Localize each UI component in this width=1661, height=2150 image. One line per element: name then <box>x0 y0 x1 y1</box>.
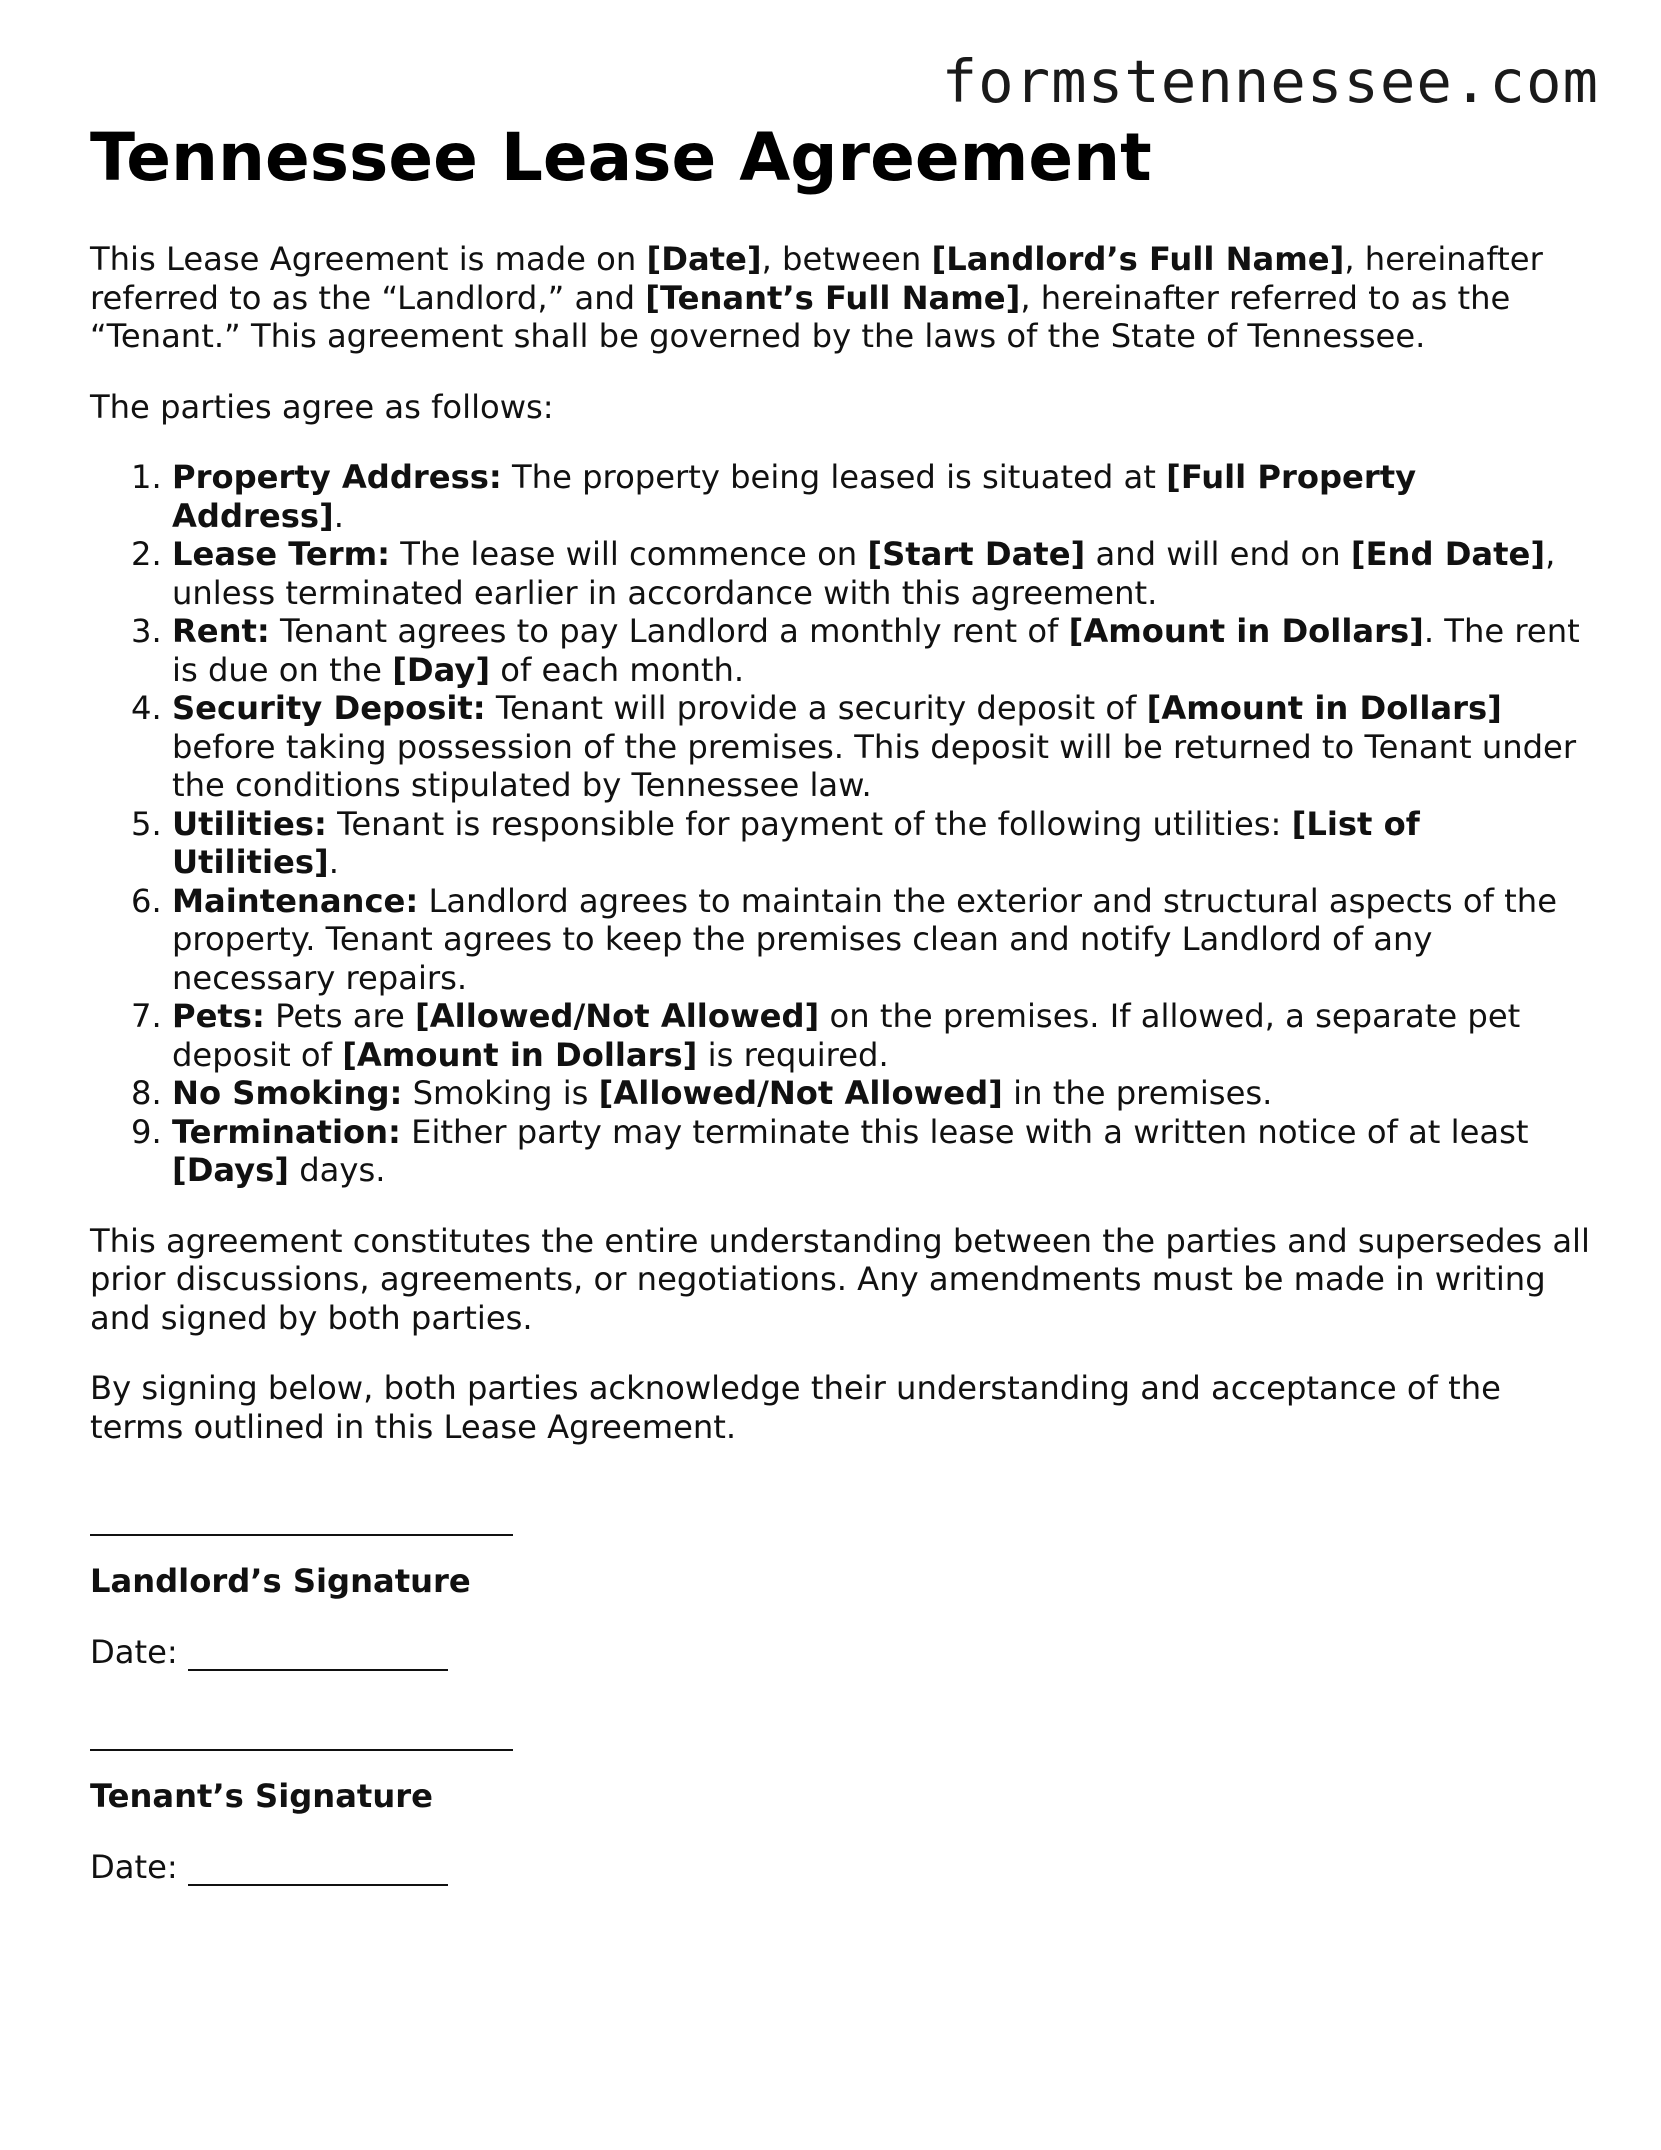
clause-text: Tenant is responsible for payment of the following utilities: <box>326 804 1292 843</box>
acknowledgement-paragraph: By signing below, both parties acknowledge their understanding and acceptance of the terms outlined in this Lease Agreement. <box>90 1369 1501 1446</box>
clause-text: The lease will commence on <box>390 535 868 573</box>
landlord-signature-block <box>90 1506 1590 1671</box>
landlord-signature-line[interactable] <box>90 1506 513 1536</box>
clause-lease-term <box>172 535 1590 612</box>
clause-heading: Security Deposit: <box>172 689 486 727</box>
clause-text: Tenant will provide a security deposit of <box>485 689 1147 727</box>
intro-text: , hereinafter referred to as the “Landlord,” and <box>90 240 1543 317</box>
clause-text: before taking possession of the premises. This deposit will be returned to Tenant under the conditions stipulated by Tennessee law. <box>172 727 1577 804</box>
clause-heading: Termination: <box>172 1112 401 1151</box>
clause-rent <box>172 612 1590 689</box>
pet-deposit-field: [Amount in Dollars] <box>342 1035 698 1074</box>
clause-utilities <box>172 805 1590 882</box>
tenant-signature-block <box>90 1721 1590 1886</box>
deposit-amount-field: [Amount in Dollars] <box>1146 689 1502 727</box>
date-label: Date: <box>90 1847 178 1886</box>
clause-no-smoking <box>172 1074 1590 1113</box>
end-date-field: [End Date] <box>1350 535 1546 573</box>
landlord-name-field: [Landlord’s Full Name] <box>931 240 1345 278</box>
clause-security-deposit <box>172 689 1590 805</box>
intro-paragraph <box>90 240 1590 356</box>
clause-text: of each month. <box>490 650 745 689</box>
notice-days-field: [Days] <box>172 1151 290 1189</box>
clause-text: in the premises. <box>1002 1074 1273 1112</box>
tenant-date-line[interactable] <box>188 1854 448 1886</box>
document-title: Tennessee Lease Agreement <box>90 119 1152 196</box>
tenant-name-field: [Tenant’s Full Name] <box>645 278 1021 317</box>
agree-text: The parties agree as follows: <box>90 387 554 426</box>
clause-heading: Pets: <box>172 997 265 1035</box>
start-date-field: [Start Date] <box>867 535 1086 573</box>
tenant-signature-line[interactable] <box>90 1721 513 1751</box>
landlord-date-line[interactable] <box>188 1639 448 1671</box>
landlord-signature-label: Landlord’s Signature <box>90 1562 471 1600</box>
clause-list <box>90 458 1590 1190</box>
intro-text: , between <box>761 240 932 278</box>
clause-text: Pets are <box>264 997 416 1035</box>
rent-amount-field: [Amount in Dollars] <box>1068 612 1424 650</box>
intro-text: , hereinafter referred to as the “Tenant.” This agreement shall be governed by the laws of the State of Tennessee. <box>90 278 1511 355</box>
clause-heading: Property Address: <box>172 458 502 496</box>
clause-text: . <box>328 843 339 881</box>
clause-text: days. <box>289 1151 386 1189</box>
clause-text: Tenant agrees to pay Landlord a monthly rent of <box>269 612 1069 650</box>
landlord-date-row <box>90 1633 1590 1672</box>
property-address-field: [Full Property Address] <box>172 458 1417 535</box>
clause-maintenance <box>172 882 1590 998</box>
clause-heading: No Smoking: <box>172 1074 403 1112</box>
clause-property-address <box>172 458 1590 535</box>
tenant-date-row <box>90 1848 1590 1887</box>
rent-day-field: [Day] <box>392 650 491 689</box>
pets-allowed-field: [Allowed/Not Allowed] <box>415 997 820 1035</box>
clause-heading: Utilities: <box>172 804 327 843</box>
clause-text: Either party may terminate this lease with a written notice of at least <box>400 1112 1529 1151</box>
closing-paragraph: This agreement constitutes the entire understanding between the parties and supersedes all prior discussions, agreements, or negotiations. Any amendments must be made in writing and signed by both parties. <box>90 1221 1590 1337</box>
clause-text: Landlord agrees to maintain the exterior and structural aspects of the property. Tenant agrees to keep the premises clean and notify Landlord of any necessary repairs. <box>172 881 1557 997</box>
clause-heading: Lease Term: <box>172 535 391 573</box>
clause-text: The property being leased is situated at <box>501 458 1167 496</box>
clause-text: on the premises. If allowed, a separate pet deposit of <box>172 997 1521 1074</box>
clause-termination <box>172 1113 1590 1190</box>
date-field: [Date] <box>646 240 762 278</box>
clause-text: Smoking is <box>402 1074 599 1112</box>
utilities-list-field: [List of Utilities] <box>172 804 1420 881</box>
intro-text: This Lease Agreement is made on <box>90 240 647 278</box>
document-page <box>90 118 1590 1886</box>
clause-heading: Rent: <box>172 612 270 650</box>
clause-text: and will end on <box>1085 535 1351 573</box>
clause-text: . The rent is due on the <box>172 612 1580 689</box>
watermark: formstennessee.com <box>941 47 1599 116</box>
clause-text: is required. <box>697 1035 889 1074</box>
smoking-allowed-field: [Allowed/Not Allowed] <box>598 1074 1003 1112</box>
clause-text: , unless terminated earlier in accordance with this agreement. <box>172 535 1556 612</box>
clause-pets <box>172 997 1590 1074</box>
clause-heading: Maintenance: <box>172 881 419 920</box>
clause-text: . <box>333 496 344 535</box>
tenant-signature-label: Tenant’s Signature <box>90 1777 433 1815</box>
date-label: Date: <box>90 1632 178 1671</box>
